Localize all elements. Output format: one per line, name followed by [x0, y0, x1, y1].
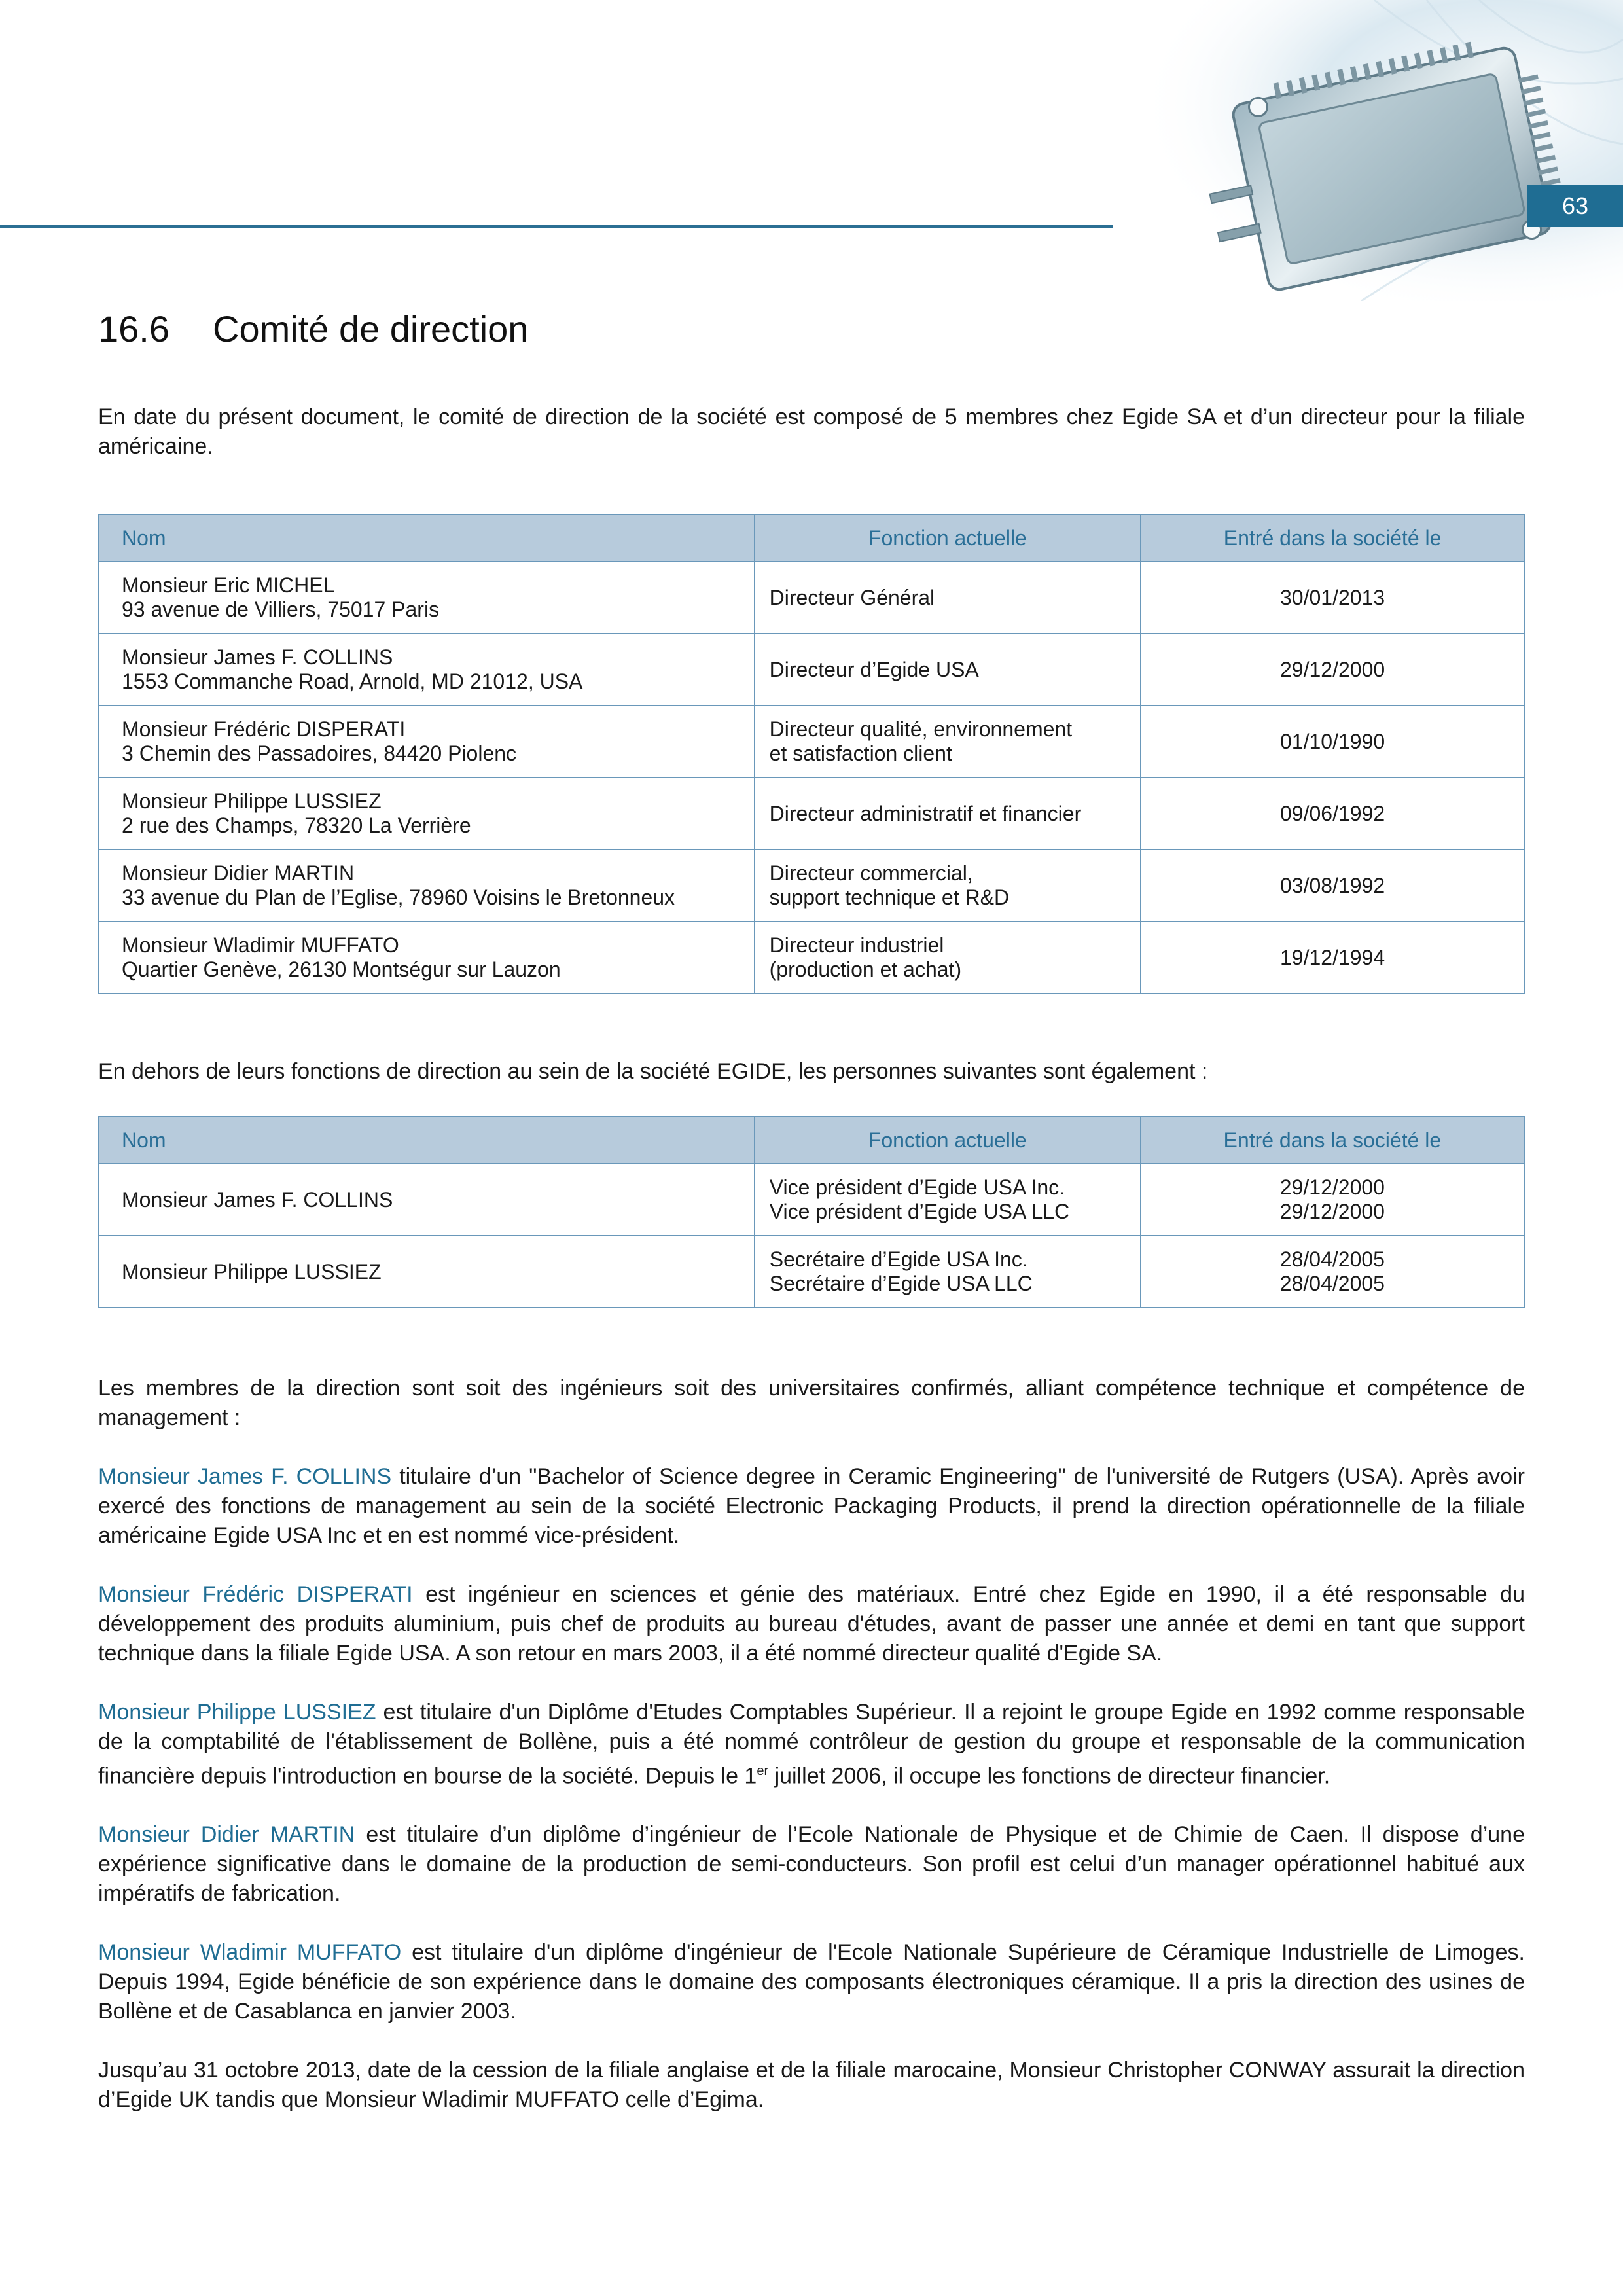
table-header-row [99, 1117, 1524, 1164]
function-text: Directeur qualité, environnement [769, 717, 1073, 741]
function-cell [755, 562, 1141, 634]
function-cell [755, 706, 1141, 778]
function-text: Vice président d’Egide USA Inc. [769, 1175, 1065, 1199]
date-cell: 09/06/1992 [1141, 778, 1524, 850]
table-row [99, 922, 1524, 994]
bio-paragraph [98, 1698, 1525, 1791]
member-name: Monsieur Didier MARTIN [122, 861, 355, 885]
function-cell [755, 1164, 1141, 1236]
table-header-row [99, 514, 1524, 562]
col-header-name: Nom [99, 1117, 755, 1164]
member-address: 1553 Commanche Road, Arnold, MD 21012, USA [122, 670, 583, 693]
date-cell [1141, 1236, 1524, 1308]
member-name: Monsieur Eric MICHEL [122, 573, 335, 597]
bio-superscript: er [757, 1764, 769, 1778]
function-text: (production et achat) [769, 958, 962, 981]
section-title: Comité de direction [213, 308, 529, 350]
date-text: 28/04/2005 [1279, 1272, 1385, 1295]
col-header-function: Fonction actuelle [755, 514, 1141, 562]
bio-text: titulaire d’un "Bachelor of Science degree in Ceramic Engineering" de l'université de Rutgers (USA). Après avoir exercé des fonctions de management au sein de la société Electronic Packaging Products, il prend la direction opérationnelle de la filiale américaine Egide USA Inc et en est nommé vice-président. [98, 1464, 1525, 1548]
function-text: Directeur industriel [769, 933, 944, 957]
col-header-function: Fonction actuelle [755, 1117, 1141, 1164]
component-illustration [1113, 0, 1623, 301]
date-cell: 30/01/2013 [1141, 562, 1524, 634]
bio-paragraph [98, 1938, 1525, 2026]
member-address: 93 avenue de Villiers, 75017 Paris [122, 598, 440, 621]
date-cell: 29/12/2000 [1141, 634, 1524, 706]
bio-text: est titulaire d'un Diplôme d'Etudes Comptables Supérieur. Il a rejoint le groupe Egide en 1992 comme responsable de la comptabilité de l'établissement de Bollène, puis a été nommé contrôleur de gestion du groupe et responsable de la communication financière depuis l'introduction en bourse de la société. Depuis le 1 [98, 1700, 1525, 1789]
member-address: 3 Chemin des Passadoires, 84420 Piolenc [122, 742, 517, 765]
function-text: Secrétaire d’Egide USA Inc. [769, 1247, 1028, 1271]
bio-text: juillet 2006, il occupe les fonctions de directeur financier. [768, 1763, 1330, 1789]
section-number: 16.6 [98, 308, 169, 350]
function-text: Secrétaire d’Egide USA LLC [769, 1272, 1033, 1295]
date-text: 28/04/2005 [1279, 1247, 1385, 1271]
table-row [99, 1236, 1524, 1308]
table-row [99, 634, 1524, 706]
function-text: Vice président d’Egide USA LLC [769, 1200, 1070, 1223]
col-header-date: Entré dans la société le [1141, 1117, 1524, 1164]
bio-paragraph [98, 1462, 1525, 1551]
members-intro-paragraph: Les membres de la direction sont soit des ingénieurs soit des universitaires confirmés, alliant compétence technique et compétence de management : [98, 1376, 1525, 1430]
function-cell [755, 634, 1141, 706]
date-text: 29/12/2000 [1279, 1200, 1385, 1223]
date-cell [1141, 1164, 1524, 1236]
function-text: Directeur commercial, [769, 861, 973, 885]
function-cell [755, 850, 1141, 922]
member-name: Monsieur Wladimir MUFFATO [122, 933, 399, 957]
function-cell [755, 922, 1141, 994]
bio-name: Monsieur Wladimir MUFFATO [98, 1940, 402, 1965]
function-text: Directeur Général [769, 585, 935, 609]
member-address: Quartier Genève, 26130 Montségur sur Lauzon [122, 958, 561, 981]
member-cell [99, 562, 755, 634]
member-cell [99, 850, 755, 922]
function-cell [755, 1236, 1141, 1308]
function-text: Directeur d’Egide USA [769, 657, 979, 681]
table-row [99, 850, 1524, 922]
member-address: 33 avenue du Plan de l’Eglise, 78960 Voisins le Bretonneux [122, 886, 675, 909]
bio-paragraph [98, 1580, 1525, 1668]
function-text: Directeur administratif et financier [769, 801, 1082, 825]
date-cell: 19/12/1994 [1141, 922, 1524, 994]
function-text: support technique et R&D [769, 886, 1010, 909]
member-name: Monsieur Philippe LUSSIEZ [122, 789, 382, 813]
member-cell [99, 706, 755, 778]
table-row [99, 1164, 1524, 1236]
function-text: et satisfaction client [769, 742, 952, 765]
member-name: Monsieur James F. COLLINS [99, 1164, 755, 1236]
other-functions-table [98, 1116, 1525, 1308]
member-name: Monsieur James F. COLLINS [122, 645, 393, 669]
col-header-date: Entré dans la société le [1141, 514, 1524, 562]
closing-paragraph: Jusqu’au 31 octobre 2013, date de la cession de la filiale anglaise et de la filiale marocaine, Monsieur Christopher CONWAY assurait la direction d’Egide UK tandis que Monsieur Wladimir MUFFATO celle d’Egima. [98, 2058, 1525, 2113]
bio-name: Monsieur Frédéric DISPERATI [98, 1582, 413, 1607]
section-heading [98, 308, 1525, 350]
table-row [99, 562, 1524, 634]
function-cell [755, 778, 1141, 850]
member-cell [99, 778, 755, 850]
intro-paragraph: En date du présent document, le comité de direction de la société est composé de 5 membres chez Egide SA et d’un directeur pour la filiale américaine. [98, 404, 1525, 459]
bio-name: Monsieur James F. COLLINS [98, 1464, 392, 1489]
member-cell [99, 634, 755, 706]
member-cell [99, 922, 755, 994]
bio-paragraph [98, 1820, 1525, 1909]
bio-text: est ingénieur en sciences et génie des matériaux. Entré chez Egide en 1990, il a été responsable du développement des produits aluminium, puis chef de produits au bureau d'études, avant de passer une année et demi en tant que support technique dans la filiale Egide USA. A son retour en mars 2003, il a été nommé directeur qualité d'Egide SA. [98, 1582, 1525, 1666]
date-text: 29/12/2000 [1279, 1175, 1385, 1199]
other-functions-paragraph: En dehors de leurs fonctions de direction au sein de la société EGIDE, les personnes suivantes sont également : [98, 1059, 1208, 1084]
bio-name: Monsieur Philippe LUSSIEZ [98, 1700, 376, 1725]
header-rule [0, 225, 1113, 228]
member-address: 2 rue des Champs, 78320 La Verrière [122, 814, 471, 837]
page-content [98, 308, 1525, 2115]
management-table [98, 514, 1525, 994]
bio-text: est titulaire d’un diplôme d’ingénieur de l’Ecole Nationale de Physique et de Chimie de Caen. Il dispose d’une expérience significative dans le domaine de la production de semi-conducteurs. Son profil est celui d’un manager opérationnel habitué aux impératifs de fabrication. [98, 1822, 1525, 1907]
member-name: Monsieur Frédéric DISPERATI [122, 717, 406, 741]
date-cell: 03/08/1992 [1141, 850, 1524, 922]
col-header-name: Nom [99, 514, 755, 562]
bio-name: Monsieur Didier MARTIN [98, 1822, 355, 1848]
table-row [99, 706, 1524, 778]
table-row [99, 778, 1524, 850]
date-cell: 01/10/1990 [1141, 706, 1524, 778]
page-number: 63 [1527, 185, 1623, 227]
member-name: Monsieur Philippe LUSSIEZ [99, 1236, 755, 1308]
bio-text: est titulaire d'un diplôme d'ingénieur de l'Ecole Nationale Supérieure de Céramique Industrielle de Limoges. Depuis 1994, Egide bénéficie de son expérience dans le domaine des composants électroniques céramique. Il a pris la direction des usines de Bollène et de Casablanca en janvier 2003. [98, 1940, 1525, 2024]
